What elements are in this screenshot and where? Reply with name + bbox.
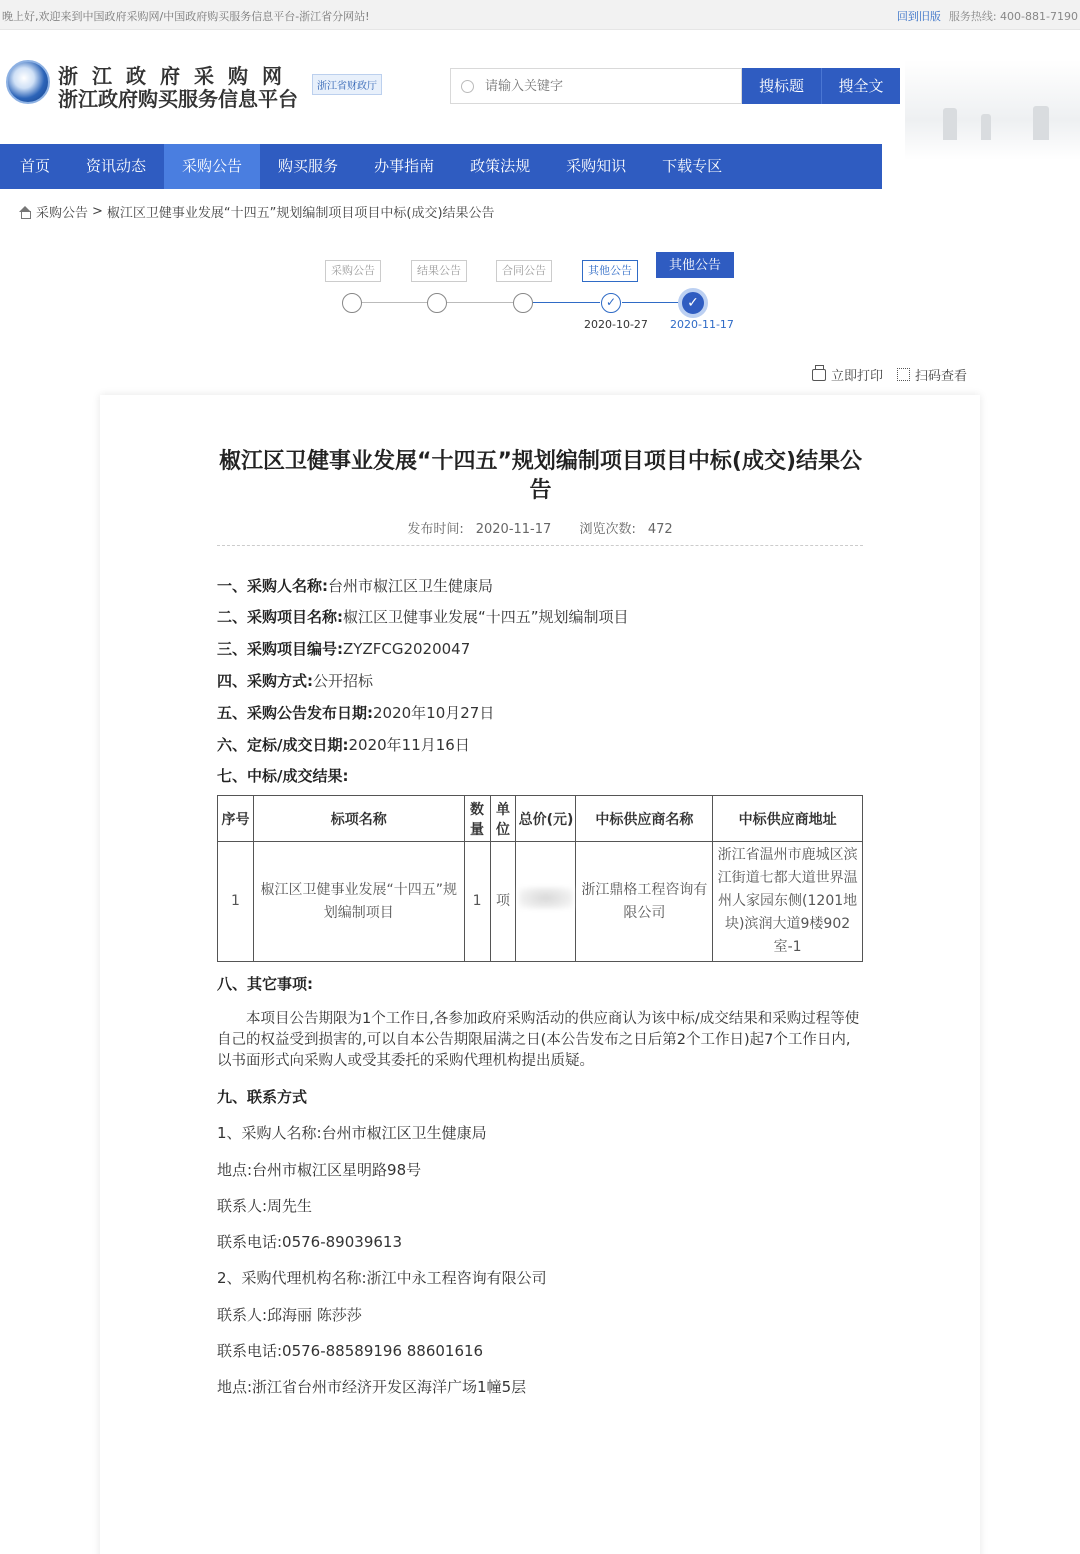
- cell-item: 椒江区卫健事业发展“十四五”规划编制项目: [253, 842, 464, 962]
- contact-line: 联系人:邱海丽 陈莎莎: [217, 1306, 362, 1324]
- nav-knowledge[interactable]: 采购知识: [566, 157, 627, 175]
- publish-label: 发布时间:: [407, 522, 464, 537]
- contact-line: 2、采购代理机构名称:浙江中永工程咨询有限公司: [217, 1269, 547, 1287]
- field-label: 四、采购方式:: [217, 672, 313, 690]
- field-label: 六、定标/成交日期:: [217, 736, 349, 754]
- top-bar-right: [897, 8, 1078, 24]
- timeline-step-label[interactable]: 结果公告: [411, 260, 467, 282]
- print-label: 立即打印: [830, 369, 883, 384]
- contact-line: 地点:台州市椒江区星明路98号: [217, 1161, 422, 1179]
- timeline-step-label-active[interactable]: 其他公告: [656, 252, 734, 278]
- article-title: 椒江区卫健事业发展“十四五”规划编制项目项目中标(成交)结果公告: [218, 449, 863, 503]
- main-nav: [0, 144, 882, 189]
- scan-button[interactable]: [897, 365, 967, 384]
- field-label: 二、采购项目名称:: [217, 608, 343, 626]
- home-icon[interactable]: [18, 206, 32, 218]
- check-icon: ✓: [678, 288, 708, 318]
- field-label: 七、中标/成交结果:: [217, 767, 349, 785]
- table-header: 标项名称: [253, 796, 464, 842]
- field-value: 台州市椒江区卫生健康局: [328, 577, 494, 595]
- pagoda-icon: [1033, 106, 1049, 140]
- cell-qty: 1: [464, 842, 490, 962]
- timeline-connector: [622, 302, 680, 303]
- timeline-connector: [447, 302, 513, 303]
- header-decoration: [905, 60, 1080, 160]
- section-heading: 九、联系方式: [217, 1088, 308, 1106]
- site-title[interactable]: 浙江政府采购网: [58, 64, 296, 88]
- breadcrumb-root[interactable]: 采购公告: [36, 206, 89, 221]
- other-text: 本项目公告期限为1个工作日,各参加政府采购活动的供应商认为该中标/成交结果和采购过程等使自己的权益受到损害的,可以自本公告期限届满之日(本公告发布之日后第2个工作日)起7个工作日内,以书面形式向采购人或受其委托的采购代理机构提出质疑。: [217, 1011, 860, 1069]
- timeline-connector: [362, 302, 428, 303]
- views-count: 472: [647, 522, 673, 537]
- field-award-date: [217, 734, 470, 755]
- nav-guide[interactable]: 办事指南: [374, 157, 435, 175]
- field-value: 2020年11月16日: [348, 736, 470, 754]
- top-bar: [0, 0, 1080, 30]
- timeline-step-label[interactable]: 合同公告: [496, 260, 552, 282]
- timeline-dot: [513, 293, 533, 313]
- timeline-date: 2020-10-27: [584, 318, 648, 331]
- nav-policy[interactable]: 政策法规: [470, 157, 531, 175]
- contact-line: 联系电话:0576-89039613: [217, 1233, 402, 1251]
- field-value: 椒江区卫健事业发展“十四五”规划编制项目: [343, 608, 629, 626]
- service-hotline: 服务热线: 400-881-7190: [948, 10, 1078, 23]
- scan-label: 扫码查看: [914, 369, 967, 384]
- table-header: 序号: [218, 796, 254, 842]
- field-method: [217, 670, 373, 691]
- breadcrumb-current: 椒江区卫健事业发展“十四五”规划编制项目项目中标(成交)结果公告: [106, 206, 495, 221]
- search-icon: [461, 80, 474, 93]
- table-header: 单位: [490, 796, 516, 842]
- pagoda-icon: [981, 114, 991, 140]
- article-card: [100, 395, 980, 1554]
- contact-title: [217, 1086, 307, 1107]
- contact-line: 1、采购人名称:台州市椒江区卫生健康局: [217, 1124, 487, 1142]
- article-tools: [812, 365, 967, 384]
- result-table: [217, 795, 863, 962]
- nav-download[interactable]: 下载专区: [662, 157, 723, 175]
- field-value: ZYZFCG2020047: [343, 640, 471, 658]
- article-meta: [100, 518, 980, 537]
- redacted-value: [519, 887, 573, 909]
- qr-code-icon: [897, 368, 910, 381]
- publish-time: 2020-11-17: [475, 522, 552, 537]
- timeline-dot: [342, 293, 362, 313]
- table-header: 中标供应商地址: [713, 796, 863, 842]
- printer-icon: [812, 369, 826, 381]
- table-header: 总价(元): [516, 796, 576, 842]
- old-version-link[interactable]: 回到旧版: [896, 10, 941, 23]
- nav-news[interactable]: 资讯动态: [86, 157, 147, 175]
- timeline-dot: [427, 293, 447, 313]
- field-result: [217, 765, 348, 786]
- print-button[interactable]: [812, 365, 883, 384]
- welcome-text: 晚上好,欢迎来到中国政府采购网/中国政府购买服务信息平台-浙江省分网站!: [2, 10, 370, 23]
- nav-procurement-notice[interactable]: 采购公告: [164, 144, 260, 189]
- field-label: 一、采购人名称:: [217, 577, 328, 595]
- pagoda-icon: [943, 108, 957, 140]
- department-badge: 浙江省财政厅: [312, 74, 382, 95]
- site-header: [0, 30, 1080, 144]
- field-value: 公开招标: [313, 672, 374, 690]
- field-project-number: [217, 638, 470, 659]
- timeline-connector: [533, 302, 600, 303]
- search-input[interactable]: [485, 69, 735, 103]
- field-label: 三、采购项目编号:: [217, 640, 343, 658]
- check-icon: ✓: [601, 293, 621, 313]
- other-title: [217, 973, 313, 994]
- cell-unit: 项: [490, 842, 516, 962]
- section-heading: 八、其它事项:: [217, 975, 313, 993]
- breadcrumb-separator: >: [92, 204, 103, 219]
- breadcrumb: [18, 202, 495, 221]
- contact-line: 联系人:周先生: [217, 1197, 313, 1215]
- search-title-button[interactable]: 搜标题: [742, 68, 821, 104]
- field-label: 五、采购公告发布日期:: [217, 704, 373, 722]
- field-publish-date: [217, 702, 494, 723]
- table-row: [218, 842, 863, 962]
- search-fulltext-button[interactable]: 搜全文: [821, 68, 900, 104]
- cell-address: 浙江省温州市鹿城区滨江街道七都大道世界温州人家园东侧(1201地块)滨润大道9楼902室-1: [713, 842, 863, 962]
- contact-line: 地点:浙江省台州市经济开发区海洋广场1幢5层: [217, 1378, 527, 1396]
- title-divider: [217, 545, 863, 546]
- views-label: 浏览次数:: [579, 522, 636, 537]
- table-header-row: [218, 796, 863, 842]
- table-header: 数量: [464, 796, 490, 842]
- cell-no: 1: [218, 842, 254, 962]
- field-project-name: [217, 606, 629, 627]
- contact-line: 联系电话:0576-88589196 88601616: [217, 1342, 484, 1360]
- timeline-date: 2020-11-17: [670, 318, 734, 331]
- nav-purchase-service[interactable]: 购买服务: [278, 157, 339, 175]
- field-purchaser: [217, 575, 493, 596]
- site-subtitle[interactable]: 浙江政府购买服务信息平台: [58, 87, 298, 111]
- timeline-step-label[interactable]: 采购公告: [325, 260, 381, 282]
- timeline-step-label[interactable]: 其他公告: [582, 260, 638, 282]
- nav-home[interactable]: 首页: [20, 157, 51, 175]
- search-box: [450, 68, 742, 104]
- notice-timeline: [0, 250, 1080, 340]
- cell-total-redacted: [516, 842, 576, 962]
- field-value: 2020年10月27日: [373, 704, 495, 722]
- table-header: 中标供应商名称: [576, 796, 713, 842]
- cell-supplier: 浙江鼎格工程咨询有限公司: [576, 842, 713, 962]
- emblem-icon[interactable]: [6, 60, 50, 104]
